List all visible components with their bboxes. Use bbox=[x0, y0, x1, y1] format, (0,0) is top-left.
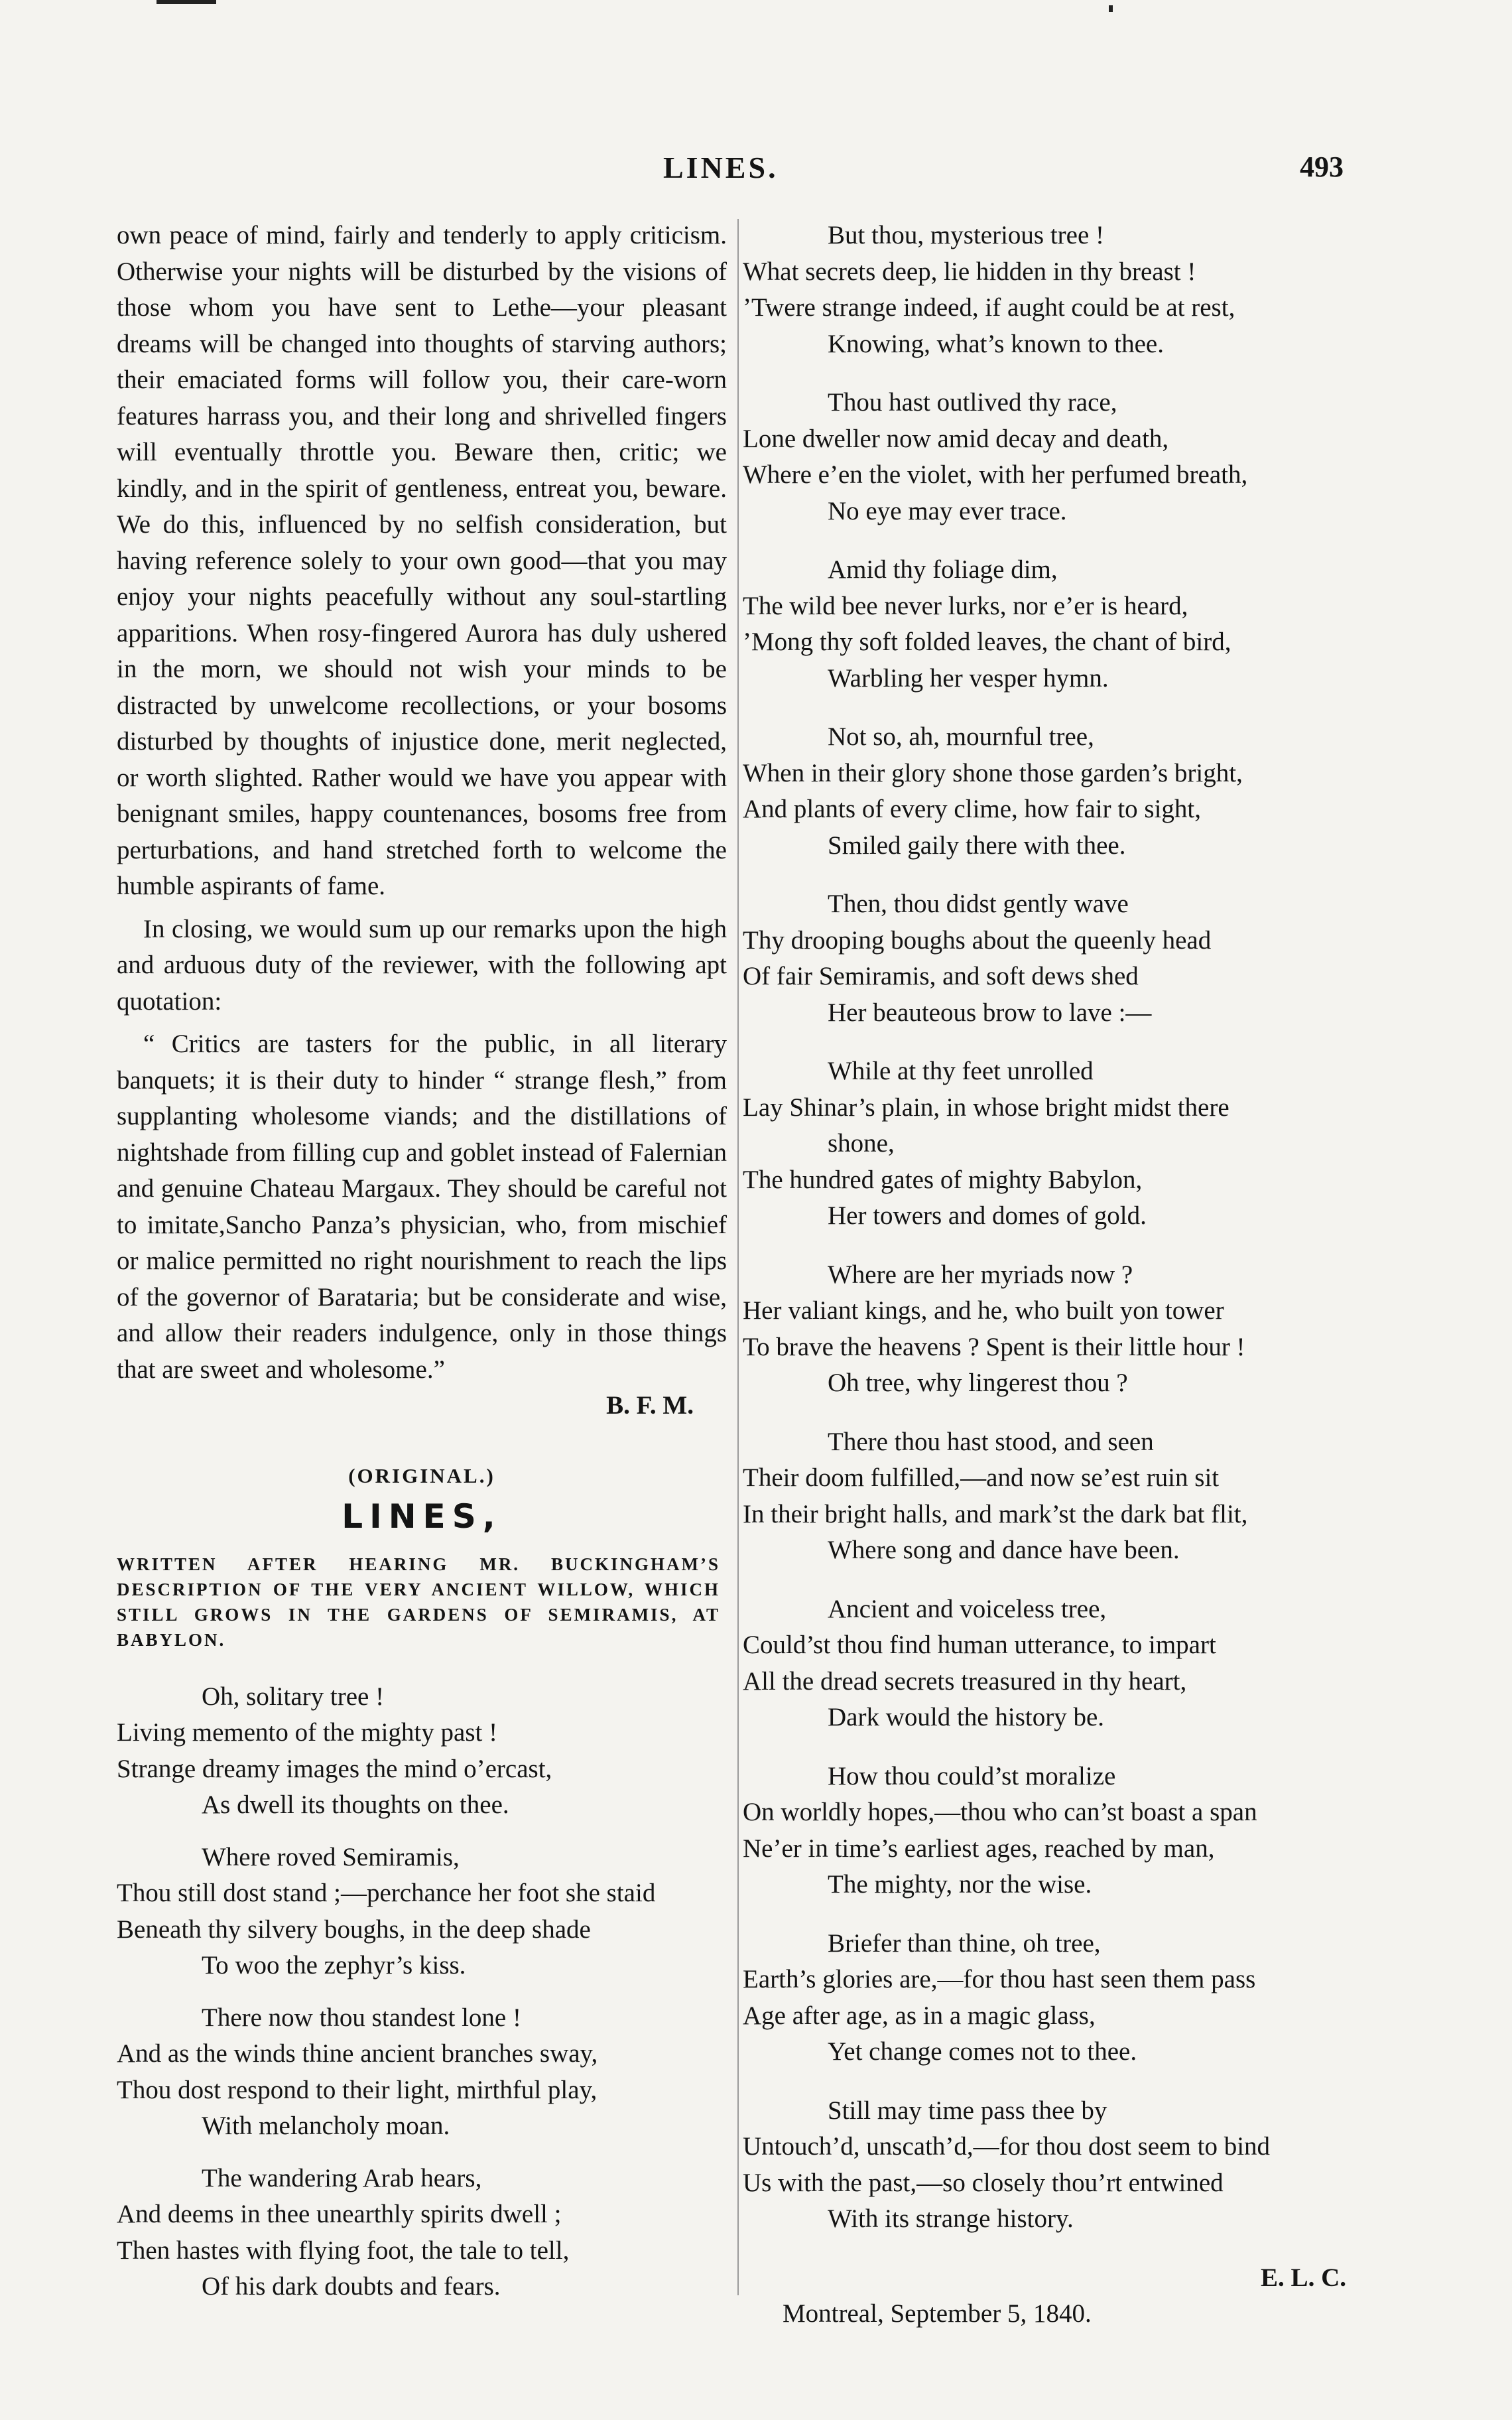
poem-line: While at thy feet unrolled bbox=[828, 1057, 1094, 1085]
poem-right-part bbox=[743, 218, 1359, 2238]
poem-line: Where are her myriads now ? bbox=[828, 1260, 1133, 1289]
poem-line: Her towers and domes of gold. bbox=[828, 1201, 1147, 1230]
essay-paragraph: own peace of mind, fairly and tenderly to apply criticism. Otherwise your nights will be disturbed by the visions of those whom you have sent to Lethe—your pleasant dreams will be changed into thoughts of starving authors; their emaciated forms will follow you, their care-worn features harrass you, and their long and shrivelled fingers will eventually throttle you. Beware then, critic; we kindly, and in the spirit of gentleness, entreat you, beware. We do this, influenced by no selfish consideration, but having reference solely to your own good—that you may enjoy your nights peacefully without any soul-startling apparitions. When rosy-fingered Aurora has duly ushered in the morn, we should not wish your minds to be distracted by unwelcome recollections, or your bosoms disturbed by thoughts of injustice done, merit neglected, or worth slighted. Rather would we have you appear with benignant smiles, happy countenances, bosoms free from perturbations, and hand stretched forth to welcome the humble aspirants of fame. bbox=[117, 221, 727, 900]
essay-signature: B. F. M. bbox=[606, 1391, 694, 1420]
poem-stanza bbox=[743, 1591, 1359, 1736]
poem-stanza bbox=[117, 1840, 727, 1984]
poem-line: Lay Shinar’s plain, in whose bright midst there bbox=[743, 1093, 1229, 1122]
poem-line: Thy drooping boughs about the queenly head bbox=[743, 925, 1212, 955]
poem-line: What secrets deep, lie hidden in thy breast ! bbox=[743, 257, 1196, 286]
poem-stanza bbox=[743, 1926, 1359, 2070]
poem-line: All the dread secrets treasured in thy heart, bbox=[743, 1666, 1187, 1696]
poem-line: Ne’er in time’s earliest ages, reached by man, bbox=[743, 1834, 1215, 1863]
poem-stanza bbox=[117, 2161, 727, 2305]
poem-line: Her valiant kings, and he, who built yon tower bbox=[743, 1296, 1224, 1325]
poem-line: Thou still dost stand ;—perchance her foot she staid bbox=[117, 1879, 656, 1907]
poem-line: Briefer than thine, oh tree, bbox=[828, 1928, 1101, 1958]
essay-signature-row bbox=[117, 1388, 727, 1424]
poem-stanza bbox=[117, 1679, 727, 1824]
poem-line: Oh, solitary tree ! bbox=[202, 1682, 385, 1711]
ink-mark bbox=[1109, 5, 1113, 12]
poem-line: Not so, ah, mournful tree, bbox=[828, 722, 1094, 751]
poem-line: Then, thou didst gently wave bbox=[828, 890, 1129, 918]
poem-line: Thou dost respond to their light, mirthful play, bbox=[117, 2075, 598, 2104]
poem-line: To brave the heavens ? Spent is their little hour ! bbox=[743, 1332, 1245, 1361]
poem-line: And deems in thee unearthly spirits dwell ; bbox=[117, 2200, 562, 2228]
poem-line: Their doom fulfilled,—and now se’est ruin sit bbox=[743, 1463, 1220, 1492]
poem-line: ’Twere strange indeed, if aught could be at rest, bbox=[743, 293, 1235, 322]
poem-stanza bbox=[743, 1053, 1359, 1235]
poem-line: And plants of every clime, how fair to sight, bbox=[743, 795, 1202, 823]
poem-line: And as the winds thine ancient branches sway, bbox=[117, 2039, 598, 2068]
poem-line: The hundred gates of mighty Babylon, bbox=[743, 1165, 1143, 1194]
poem-line: Dark would the history be. bbox=[828, 1703, 1105, 1731]
poem-line: Smiled gaily there with thee. bbox=[828, 831, 1126, 860]
page-number: 493 bbox=[1300, 151, 1344, 183]
poem-line: There thou hast stood, and seen bbox=[828, 1427, 1154, 1456]
poem-line: No eye may ever trace. bbox=[828, 496, 1067, 525]
poem-line: Her beauteous brow to lave :— bbox=[828, 998, 1152, 1027]
poem-line: Could’st thou find human utterance, to impart bbox=[743, 1631, 1216, 1659]
ink-mark bbox=[157, 0, 216, 4]
poem-line: The mighty, nor the wise. bbox=[828, 1870, 1092, 1899]
poem-stanza bbox=[743, 1257, 1359, 1402]
poem-left-part bbox=[117, 1679, 727, 2305]
poem-line: Age after age, as in a magic glass, bbox=[743, 2001, 1096, 2030]
poem-line: ’Mong thy soft folded leaves, the chant of bird, bbox=[743, 628, 1231, 656]
essay-paragraph: In closing, we would sum up our remarks upon the high and arduous duty of the reviewer, with the following apt quotation: bbox=[117, 914, 727, 1016]
poem-stanza bbox=[743, 552, 1359, 697]
poem-line: When in their glory shone those garden’s bright, bbox=[743, 758, 1243, 787]
poem-line: The wild bee never lurks, nor e’er is heard, bbox=[743, 591, 1188, 620]
poem-place-date: Montreal, September 5, 1840. bbox=[783, 2299, 1092, 2328]
poem-origin-label: (ORIGINAL.) bbox=[348, 1463, 495, 1487]
poem-signature: E. L. C. bbox=[1261, 2263, 1346, 2292]
poem-stanza bbox=[743, 218, 1359, 362]
essay-text bbox=[117, 218, 727, 1424]
poem-line: Then hastes with flying foot, the tale to tell, bbox=[117, 2236, 570, 2265]
poem-line: Still may time pass thee by bbox=[828, 2096, 1107, 2125]
poem-line: Thou hast outlived thy race, bbox=[828, 388, 1117, 417]
poem-stanza bbox=[743, 2093, 1359, 2238]
poem-stanza bbox=[117, 2000, 727, 2145]
poem-line: Beneath thy silvery boughs, in the deep shade bbox=[117, 1915, 591, 1944]
poem-line: Where e’en the violet, with her perfumed breath, bbox=[743, 460, 1248, 489]
poem-line: Ancient and voiceless tree, bbox=[828, 1594, 1107, 1623]
poem-line: How thou could’st moralize bbox=[828, 1761, 1116, 1790]
poem-line: Oh tree, why lingerest thou ? bbox=[828, 1369, 1128, 1397]
poem-line: To woo the zephyr’s kiss. bbox=[202, 1951, 466, 1980]
poem-stanza bbox=[743, 1759, 1359, 1903]
poem-stanza bbox=[743, 719, 1359, 864]
poem-line: Knowing, what’s known to thee. bbox=[828, 329, 1164, 358]
poem-line: There now thou standest lone ! bbox=[202, 2003, 521, 2032]
column-divider bbox=[737, 219, 739, 2295]
poem-line: Untouch’d, unscath’d,—for thou dost seem to bind bbox=[743, 2132, 1271, 2161]
poem-line: Where roved Semiramis, bbox=[202, 1842, 460, 1871]
poem-line: Lone dweller now amid decay and death, bbox=[743, 424, 1169, 453]
poem-line: As dwell its thoughts on thee. bbox=[202, 1790, 509, 1819]
poem-stanza bbox=[743, 1424, 1359, 1569]
essay-quotation: “ Critics are tasters for the public, in all literary banquets; it is their duty to hinder “ strange flesh,” from supplanting wholesome viands; and the distillations of nightshade from filling cup and goblet instead of Falernian and genuine Chateau Margaux. They should be careful not to imitate,Sancho Panza’s physician, who, from mischief or malice permitted no right nourishment to reach the lips of the governor of Barataria; but be considerate and wise, and allow their readers indulgence, only in those things that are sweet and wholesome.” bbox=[117, 1030, 727, 1384]
poem-line: Of his dark doubts and fears. bbox=[202, 2272, 501, 2301]
poem-line: But thou, mysterious tree ! bbox=[828, 221, 1105, 249]
poem-line: Us with the past,—so closely thou’rt entwined bbox=[743, 2168, 1224, 2197]
right-column bbox=[743, 218, 1359, 2332]
poem-line: Where song and dance have been. bbox=[828, 1536, 1180, 1564]
poem-line: Strange dreamy images the mind o’ercast, bbox=[117, 1754, 552, 1783]
poem-line: With its strange history. bbox=[828, 2204, 1074, 2233]
poem-line: Warbling her vesper hymn. bbox=[828, 663, 1109, 693]
poem-line: shone, bbox=[828, 1129, 895, 1158]
poem-line: Living memento of the mighty past ! bbox=[117, 1718, 498, 1747]
poem-title: LINES, bbox=[342, 1497, 502, 1536]
poem-line: Earth’s glories are,—for thou hast seen them pass bbox=[743, 1965, 1256, 1993]
poem-line: In their bright halls, and mark’st the dark bat flit, bbox=[743, 1499, 1248, 1528]
poem-stanza bbox=[743, 385, 1359, 529]
running-head: LINES. bbox=[663, 151, 779, 184]
poem-line: With melancholy moan. bbox=[202, 2112, 450, 2140]
poem-line: The wandering Arab hears, bbox=[202, 2163, 482, 2192]
poem-stanza bbox=[743, 886, 1359, 1031]
poem-subtitle: WRITTEN AFTER HEARING MR. BUCKINGHAM’S DESCRIPTION OF THE VERY ANCIENT WILLOW, WHICH STILL GROWS IN THE GARDENS OF SEMIRAMIS, AT BABYLON. bbox=[117, 1554, 720, 1650]
poem-line: Yet change comes not to thee. bbox=[828, 2037, 1137, 2066]
poem-line: Amid thy foliage dim, bbox=[828, 555, 1058, 584]
poem-line: On worldly hopes,—thou who can’st boast a span bbox=[743, 1798, 1257, 1826]
left-column bbox=[117, 218, 727, 2321]
poem-line: Of fair Semiramis, and soft dews shed bbox=[743, 962, 1139, 990]
